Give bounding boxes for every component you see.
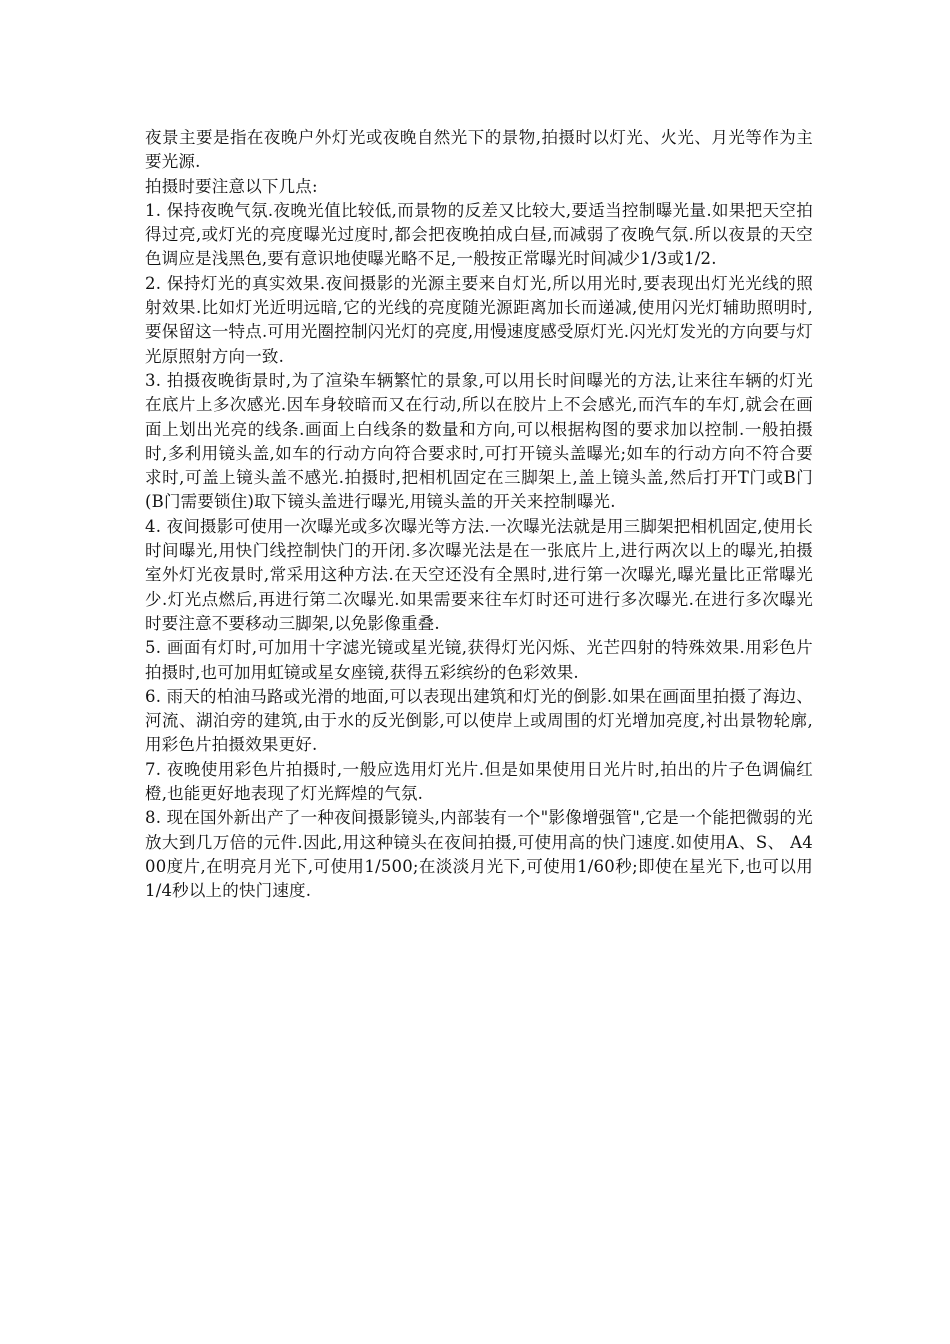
tip-paragraph-4: 4. 夜间摄影可使用一次曝光或多次曝光等方法.一次曝光法就是用三脚架把相机固定,使用长时间曝光,用快门线控制快门的开闭.多次曝光法是在一张底片上,进行两次以上的曝光,拍摄室外灯光夜景时,常采用这种方法.在天空还没有全黑时,进行第一次曝光,曝光量比正常曝光少.灯光点燃后,再进行第二次曝光.如果需要来往车灯时还可进行多次曝光.在进行多次曝光时要注意不要移动三脚架,以免影像重叠. (145, 516, 813, 633)
tip-paragraph-5: 5. 画面有灯时,可加用十字滤光镜或星光镜,获得灯光闪烁、光芒四射的特殊效果.用彩色片拍摄时,也可加用虹镜或星女座镜,获得五彩缤纷的色彩效果. (145, 638, 813, 682)
tip-paragraph-2: 2. 保持灯光的真实效果.夜间摄影的光源主要来自灯光,所以用光时,要表现出灯光光线的照射效果.比如灯光近明远暗,它的光线的亮度随光源距离加长而递减,使用闪光灯辅助照明时,要保留这一特点.可用光圈控制闪光灯的亮度,用慢速度感受原灯光.闪光灯发光的方向要与灯光原照射方向一致. (145, 273, 813, 366)
tip-paragraph-3: 3. 拍摄夜晚街景时,为了渲染车辆繁忙的景象,可以用长时间曝光的方法,让来往车辆的灯光在底片上多次感光.因车身较暗而又在行动,所以在胶片上不会感光,而汽车的车灯,就会在画面上划出光亮的线条.画面上白线条的数量和方向,可以根据构图的要求加以控制.一般拍摄时,多利用镜头盖,如车的行动方向符合要求时,可打开镜头盖曝光;如车的行动方向不符合要求时,可盖上镜头盖不感光.拍摄时,把相机固定在三脚架上,盖上镜头盖,然后打开T门或B门(B门需要锁住)取下镜头盖进行曝光,用镜头盖的开关来控制曝光. (145, 370, 813, 512)
tip-paragraph-8: 8. 现在国外新出产了一种夜间摄影镜头,内部装有一个"影像增强管",它是一个能把微弱的光放大到几万倍的元件.因此,用这种镜头在夜间拍摄,可使用高的快门速度.如使用A、S、 A400度片,在明亮月光下,可使用1/500;在淡淡月光下,可使用1/60秒;即使在星光下,也可以用1/4秒以上的快门速度. (145, 808, 813, 901)
intro-paragraph: 夜景主要是指在夜晚户外灯光或夜晚自然光下的景物,拍摄时以灯光、火光、月光等作为主要光源. (145, 128, 813, 172)
tip-paragraph-7: 7. 夜晚使用彩色片拍摄时,一般应选用灯光片.但是如果使用日光片时,拍出的片子色调偏红橙,也能更好地表现了灯光辉煌的气氛. (145, 759, 813, 804)
tip-paragraph-6: 6. 雨天的柏油马路或光滑的地面,可以表现出建筑和灯光的倒影.如果在画面里拍摄了海边、河流、湖泊旁的建筑,由于水的反光倒影,可以使岸上或周围的灯光增加亮度,衬出景物轮廓,用彩色片拍摄效果更好. (145, 686, 813, 755)
tip-paragraph-1: 1. 保持夜晚气氛.夜晚光值比较低,而景物的反差又比较大,要适当控制曝光量.如果把天空拍得过亮,或灯光的亮度曝光过度时,都会把夜晚拍成白昼,而减弱了夜晚气氛.所以夜景的天空色调应是浅黑色,要有意识地使曝光略不足,一般按正常曝光时间减少1/3或1/2. (145, 200, 813, 269)
tips-heading: 拍摄时要注意以下几点: (145, 176, 318, 196)
document-body (145, 126, 813, 904)
